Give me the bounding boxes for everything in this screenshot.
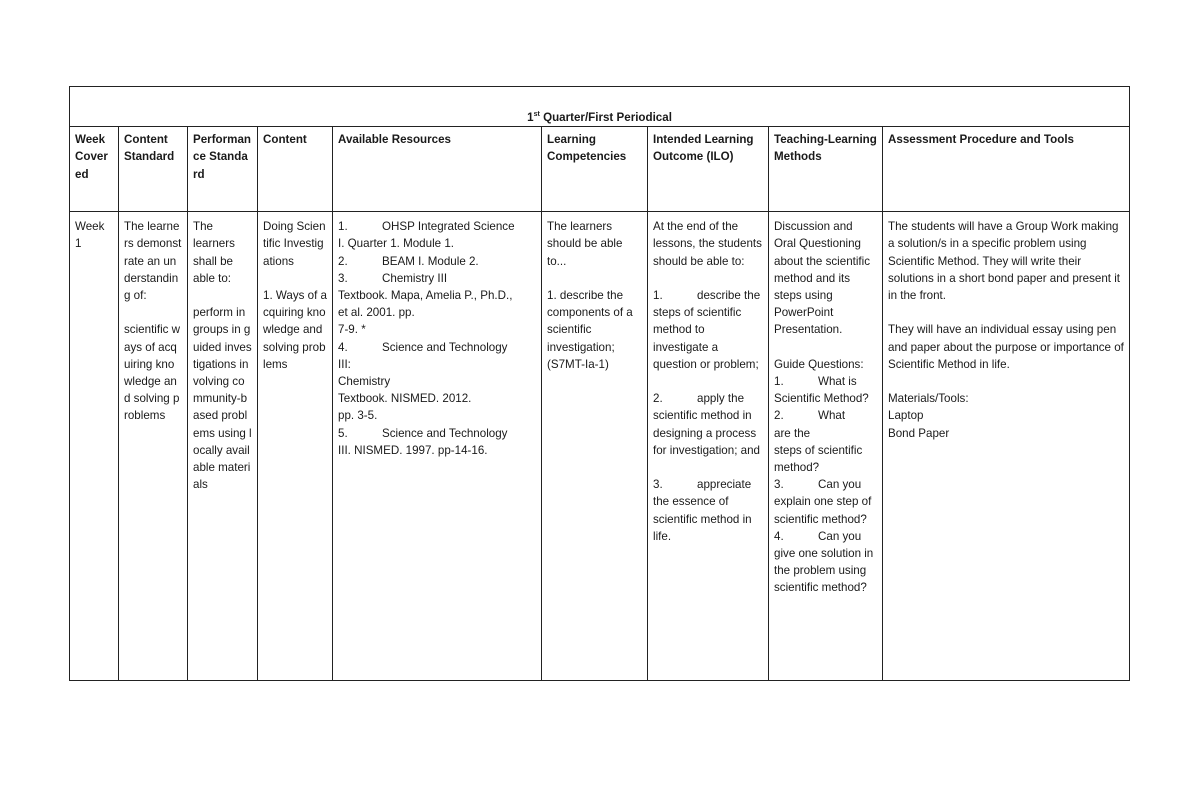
resource-4: 4. Science and Technology [338, 340, 508, 354]
resource-5: 5. Science and Technology [338, 426, 508, 440]
guide-question-2: 2. What [774, 409, 846, 423]
curriculum-map-table [69, 86, 1130, 681]
resource-1: 1. OHSP Integrated Science [338, 220, 515, 234]
ilo-item-3: 3. appreciate the essence of scientific method in life. [653, 478, 752, 543]
header-teaching-learning-methods: Teaching-Learning Methods [769, 127, 883, 212]
cell-week [70, 212, 119, 681]
content-standard-topic: scientific ways of acquiring knowledge and solving problems [124, 323, 181, 423]
guide-question-2-cont-b: steps of scientific method? [774, 443, 863, 475]
title-text: Quarter/First Periodical [539, 111, 672, 124]
ilo-item-2: 2. apply the scientific method in designing a process for investigation; and [653, 392, 760, 457]
week-1-row [70, 212, 1130, 681]
performance-standard-task: perform in groups in guided investigations involving community-based problems using locally available materials [193, 306, 252, 492]
resource-4-cont-c: Textbook. NISMED. 2012. [338, 392, 472, 406]
competency-1: 1. describe the components of a scientific investigation; [547, 289, 633, 354]
header-learning-competencies: Learning Competencies [542, 127, 648, 212]
title-row [70, 87, 1130, 127]
assessment-group-work: The students will have a Group Work making a solution/s in a specific problem using Scientific Method. They will write their solutions in a short bond paper and present it in the front. [888, 220, 1121, 303]
guide-question-3-cont: explain one step of scientific method? [774, 495, 872, 526]
methods-intro: Discussion and Oral Questioning about the scientific method and its steps using PowerPoint Presentation. [774, 220, 871, 337]
week-label: Week 1 [75, 220, 105, 251]
resource-3-cont-a: Textbook. Mapa, Amelia P., Ph.D., [338, 289, 513, 303]
cell-assessment-procedure [883, 212, 1130, 681]
assessment-individual-essay: They will have an individual essay using pen and paper about the purpose or importance of Scientific Method in life. [888, 323, 1124, 371]
guide-questions-label: Guide Questions: [774, 357, 864, 371]
ilo-intro: At the end of the lessons, the students should be able to: [653, 220, 762, 268]
guide-question-4-cont-b: the problem using scientific method? [774, 564, 867, 595]
header-content: Content [258, 127, 333, 212]
resource-4-cont-b: Chemistry [338, 375, 391, 389]
guide-question-3: 3. Can you [774, 478, 862, 492]
competencies-intro: The learners should be able to... [547, 220, 623, 268]
competency-code: (S7MT-Ia-1) [547, 357, 609, 371]
resource-5-cont: III. NISMED. 1997. pp-14-16. [338, 443, 488, 457]
header-intended-learning-outcome: Intended Learning Outcome (ILO) [648, 127, 769, 212]
cell-teaching-learning-methods [769, 212, 883, 681]
content-subtopic: 1. Ways of acquiring knowledge and solving problems [263, 289, 328, 371]
resource-4-cont-a: III: [338, 357, 351, 371]
resource-3: 3. Chemistry III [338, 271, 448, 285]
guide-question-4: 4. Can you [774, 529, 862, 543]
resource-4-cont-d: pp. 3-5. [338, 409, 378, 423]
guide-question-1: 1. What is [774, 375, 857, 389]
header-row [70, 127, 1130, 212]
resource-3-cont-c: 7-9. * [338, 323, 366, 337]
guide-question-1-cont: Scientific Method? [774, 392, 869, 406]
cell-intended-learning-outcome [648, 212, 769, 681]
title-number: 1 [527, 111, 534, 124]
ilo-item-1: 1. describe the steps of scientific method to investigate a question or problem; [653, 289, 761, 371]
material-bond-paper: Bond Paper [888, 426, 950, 440]
cell-content [258, 212, 333, 681]
cell-available-resources [333, 212, 542, 681]
resource-3-cont-b: et al. 2001. pp. [338, 306, 415, 320]
header-available-resources: Available Resources [333, 127, 542, 212]
guide-question-4-cont-a: give one solution in [774, 547, 874, 561]
resource-1-cont: I. Quarter 1. Module 1. [338, 237, 454, 251]
content-topic: Doing Scientific Investigations [263, 220, 326, 268]
materials-tools-label: Materials/Tools: [888, 392, 969, 406]
guide-question-2-cont-a: are the [774, 426, 811, 440]
header-content-standard: Content Standard [119, 127, 188, 212]
header-week-covered: Week Covered [70, 127, 119, 212]
header-performance-standard: Performance Standard [188, 127, 258, 212]
curriculum-sheet [69, 86, 1129, 681]
performance-standard-intro: The learners shall be able to: [193, 220, 235, 285]
cell-performance-standard [188, 212, 258, 681]
header-assessment-procedure: Assessment Procedure and Tools [883, 127, 1130, 212]
title-superscript: st [533, 111, 540, 119]
cell-content-standard [119, 212, 188, 681]
cell-learning-competencies [542, 212, 648, 681]
material-laptop: Laptop [888, 409, 924, 423]
resource-2: 2. BEAM I. Module 2. [338, 254, 479, 268]
page-title [70, 87, 1130, 127]
content-standard-intro: The learners demonstrate an understanding of: [124, 220, 182, 303]
